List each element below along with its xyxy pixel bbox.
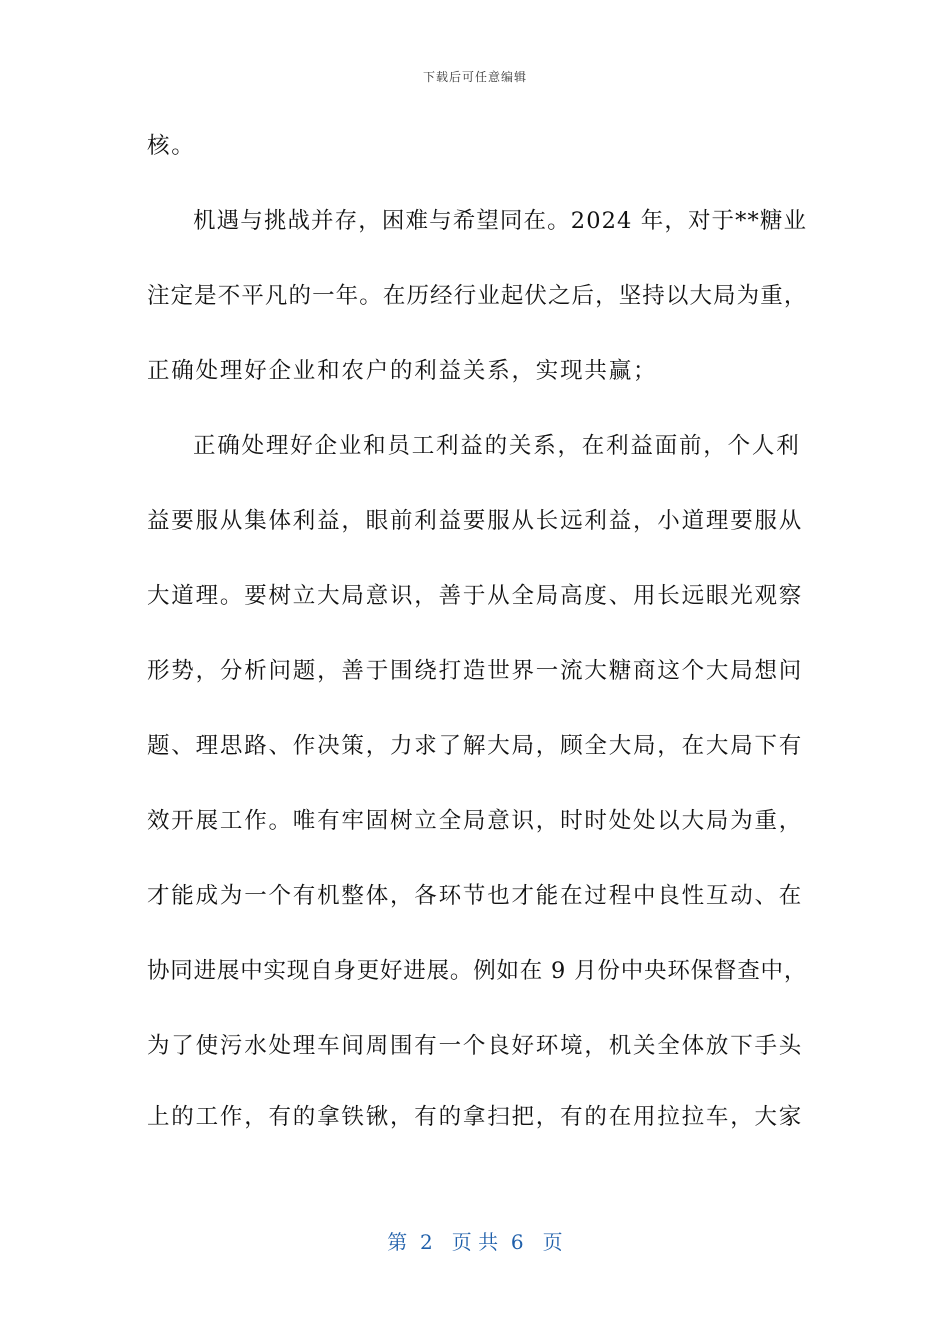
body-line: 协同进展中实现自身更好进展。例如在 9 月份中央环保督查中，	[147, 958, 808, 984]
body-line: 题、理思路、作决策，力求了解大局，顾全大局，在大局下有	[147, 733, 804, 759]
body-line: 上的工作，有的拿铁锹，有的拿扫把，有的在用拉拉车，大家	[147, 1104, 804, 1130]
body-line: 才能成为一个有机整体，各环节也才能在过程中良性互动、在	[147, 883, 804, 909]
body-line: 正确处理好企业和农户的利益关系，实现共赢；	[147, 358, 658, 384]
body-line: 为了使污水处理车间周围有一个良好环境，机关全体放下手头	[147, 1033, 804, 1059]
header-note: 下载后可任意编辑	[422, 70, 527, 84]
body-line: 注定是不平凡的一年。在历经行业起伏之后，坚持以大局为重，	[147, 283, 808, 309]
paragraph-start-line: 机遇与挑战并存，困难与希望同在。2024 年，对于**糖业	[193, 208, 808, 234]
page-number-footer: 第 2 页 共 6 页	[387, 1230, 563, 1254]
body-line: 效开展工作。唯有牢固树立全局意识，时时处处以大局为重，	[147, 808, 804, 834]
paragraph-start-line: 正确处理好企业和员工利益的关系，在利益面前，个人利	[193, 433, 801, 459]
body-line: 核。	[147, 133, 196, 159]
body-line: 形势，分析问题，善于围绕打造世界一流大糖商这个大局想问	[147, 658, 804, 684]
body-line: 大道理。要树立大局意识，善于从全局高度、用长远眼光观察	[147, 583, 804, 609]
body-line: 益要服从集体利益，眼前利益要服从长远利益，小道理要服从	[147, 508, 804, 534]
